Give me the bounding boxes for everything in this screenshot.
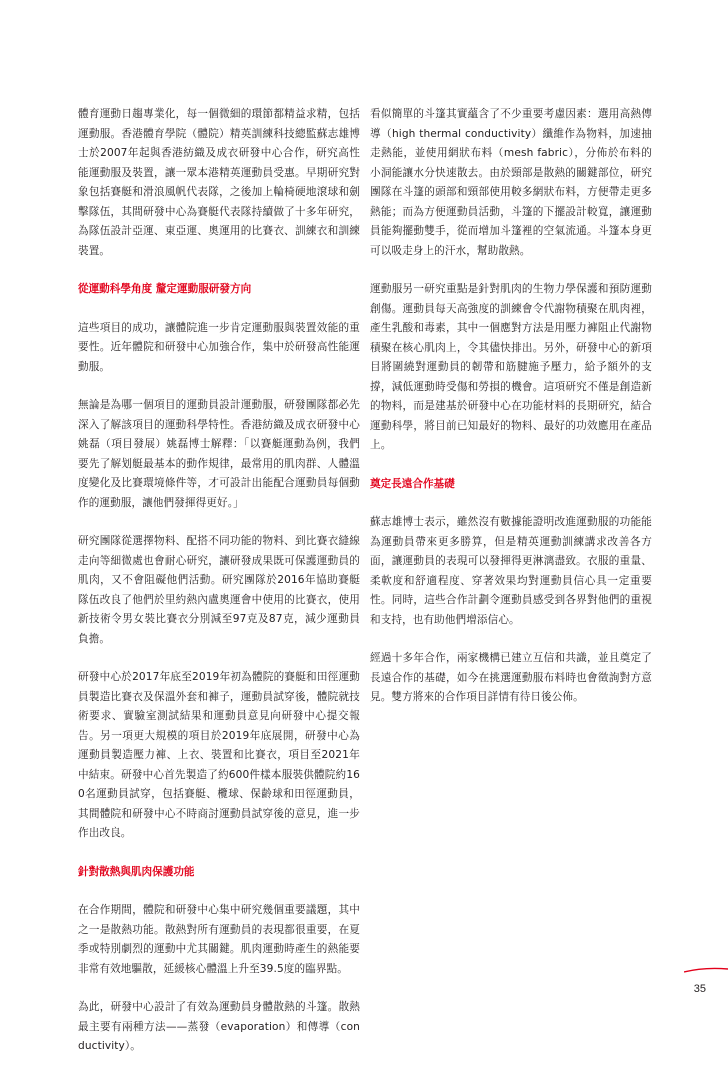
page-number: 35 xyxy=(693,983,706,995)
paragraph: 蘇志雄博士表示，雖然沒有數據能證明改進運動服的功能能為運動員帶來更多勝算，但是精英運動訓練講求改善各方面，讓運動員的表現可以發揮得更淋漓盡致。衣服的重量、柔軟度和舒適程度、穿著效果均對運動員信心具一定重要性。同時，這些合作計劃令運動員感受到各界對他們的重視和支持，也有助他們增添信心。 xyxy=(370,516,652,626)
section-heading: 奠定長遠合作基礎 xyxy=(370,477,455,490)
paragraph: 經過十多年合作，兩家機構已建立互信和共識，並且奠定了長遠合作的基礎，如今在挑選運動服布料時也會徵詢對方意見。雙方將來的合作項目詳情有待日後公佈。 xyxy=(370,652,652,703)
paragraph: 研究團隊從選擇物料、配搭不同功能的物料、到比賽衣縫線走向等細微處也會耐心研究，讓研發成果既可保護運動員的肌肉，又不會阻礙他們活動。研究團隊於2016年協助賽艇隊伍改良了他們於里約熱內盧奧運會中使用的比賽衣，使用新技術令男女裝比賽衣分別減至97克及87克，減少運動員負擔。 xyxy=(78,535,360,645)
left-column xyxy=(78,105,360,1076)
paragraph: 看似簡單的斗篷其實蘊含了不少重要考慮因素：選用高熱傳導（high thermal conductivity）纖維作為物料，加速抽走熱能，並使用網狀布料（mesh fabric），分佈於布料的小洞能讓水分快速散去。由於頸部是散熱的關鍵部位，研究團隊在斗篷的頭部和頸部使用較多網狀布料，方便帶走更多熱能；而為方便運動員活動，斗篷的下擺設計較寬，讓運動員能夠擺動雙手，從而增加斗篷裡的空氣流通。斗篷本身更可以吸走身上的汗水，幫助散熱。 xyxy=(370,108,652,257)
right-column xyxy=(370,105,652,727)
paragraph: 為此，研發中心設計了有效為運動員身體散熱的斗篷。散熱最主要有兩種方法——蒸發（evaporation）和傳導（conductivity）。 xyxy=(78,1001,360,1052)
decorative-swoosh-icon xyxy=(684,965,728,975)
paragraph: 研發中心於2017年底至2019年初為體院的賽艇和田徑運動員製造比賽衣及保溫外套和褲子，運動員試穿後，體院就技術要求、實驗室測試結果和運動員意見向研發中心提交報告。另一項更大規模的項目於2019年底展開，研發中心為運動員製造壓力褲、上衣、裝置和比賽衣，項目至2021年中結束。研發中心首先製造了約600件樣本服裝供體院約160名運動員試穿，包括賽艇、欖球、保齡球和田徑運動員，其間體院和研發中心不時商討運動員試穿後的意見，進一步作出改良。 xyxy=(78,671,360,839)
paragraph: 體育運動日趨專業化，每一個微細的環節都精益求精，包括運動服。香港體育學院（體院）精英訓練科技總監蘇志雄博士於2007年起與香港紡織及成衣研發中心合作，研究高性能運動服及裝置，讓一眾本港精英運動員受惠。早期研究對象包括賽艇和滑浪風帆代表隊，之後加上輪椅硬地滾球和劍擊隊伍，其間研發中心為賽艇代表隊持續做了十多年研究，為隊伍設計亞運、東亞運、奧運用的比賽衣、訓練衣和訓練裝置。 xyxy=(78,108,360,257)
paragraph: 運動服另一研究重點是針對肌肉的生物力學保護和預防運動創傷。運動員每天高強度的訓練會令代謝物積聚在肌肉裡，產生乳酸和毒素，其中一個應對方法是用壓力褲阻止代謝物積聚在核心肌肉上，令其儘快排出。另外，研發中心的新項目將圍繞對運動員的韌帶和筋腱施予壓力，給予額外的支撐，減低運動時受傷和勞損的機會。這項研究不僅是創造新的物料，而是建基於研發中心在功能材料的長期研究，結合運動科學，將目前已知最好的物料、最好的功效應用在產品上。 xyxy=(370,283,652,451)
section-heading: 從運動科學角度 釐定運動服研發方向 xyxy=(78,283,252,295)
paragraph: 無論是為哪一個項目的運動員設計運動服，研發團隊都必先深入了解該項目的運動科學特性。香港紡織及成衣研發中心姚磊（項目發展）姚磊博士解釋：「以賽艇運動為例，我們要先了解划艇最基本的動作規律，最常用的肌肉群、人體溫度變化及比賽環境條件等，才可設計出能配合運動員每個動作的運動服，讓他們發揮得更好。」 xyxy=(78,399,360,509)
section-heading: 針對散熱與肌肉保護功能 xyxy=(78,865,195,878)
paragraph: 在合作期間，體院和研發中心集中研究幾個重要議題，其中之一是散熱功能。散熱對所有運動員的表現都很重要，在夏季或特別劇烈的運動中尤其關鍵。肌肉運動時產生的熱能要非常有效地驅散，延緩核心體溫上升至39.5度的臨界點。 xyxy=(78,904,360,975)
paragraph: 這些項目的成功，讓體院進一步肯定運動服與裝置效能的重要性。近年體院和研發中心加強合作，集中於研發高性能運動服。 xyxy=(78,321,360,373)
